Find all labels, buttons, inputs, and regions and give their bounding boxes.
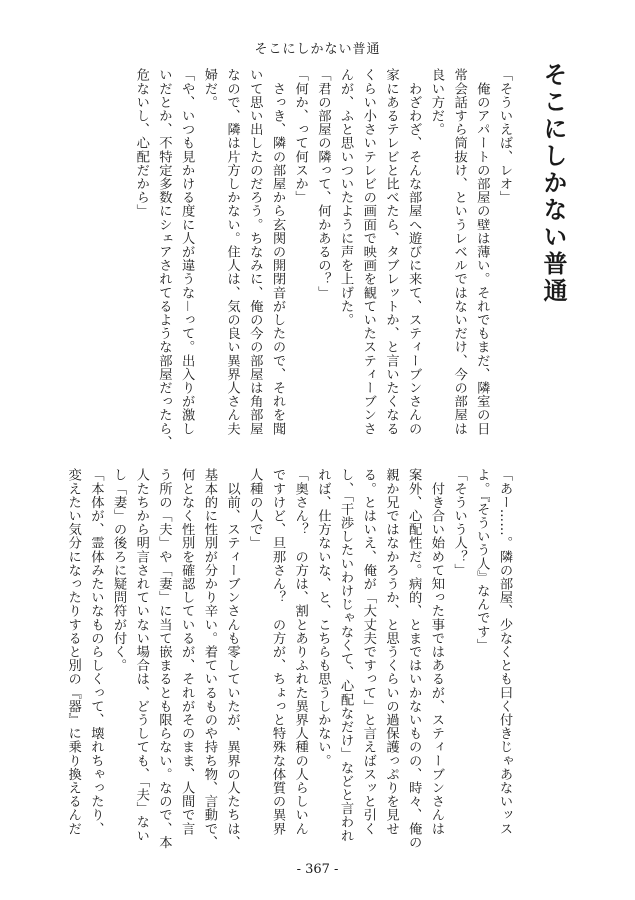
text-line: る。とはいえ、俺が「大丈夫ですって」と言えばスッと引く — [360, 468, 376, 836]
text-line: よ。『そういう人』なんです」 — [474, 468, 490, 652]
text-line: 常会話すら筒抜け、というレベルではないだけ、今の部屋は — [451, 68, 467, 436]
text-line: 人たちから明言されていない場合は、どうしても、「夫」ない — [133, 468, 149, 843]
text-line: 「あー……。隣の部屋、少なくとも曰く付きじゃあないッス — [497, 468, 512, 836]
text-line: 家にあるテレビと比べたら、タブレットか、と言いたくなる — [383, 68, 399, 436]
text-line: 人種の人で」 — [247, 468, 263, 550]
text-line: し「妻」の後ろに疑問符が付く。 — [111, 468, 127, 672]
text-line: 親か兄ではなかろうか、と思うくらいの過保護っぷりを見せ — [383, 468, 399, 836]
text-line: 「君の部屋の隣って、何かあるの？」 — [315, 68, 331, 300]
text-line: 案外、心配性だ。病的、とまではいかないものの、時々、俺の — [406, 468, 422, 849]
text-line: 「何か、って何スか」 — [292, 68, 308, 204]
text-line: 以前、スティーブンさんも零していたが、異界の人たちは、 — [224, 468, 240, 849]
text-line: なので、隣は片方しかない。住人は、気の良い異界人さん夫 — [224, 68, 240, 436]
text-line: 「そういう人？」 — [451, 468, 467, 577]
text-line: 「や、いつも見かける度に人が違うな－って。出入りが激し — [179, 68, 195, 436]
text-line: 良い方だ。 — [428, 68, 444, 136]
text-line: 「奥さん？ の方は、割とありふれた異界人種の人らしいん — [292, 468, 308, 836]
text-line: 変えたい気分になったりすると別の『器』に乗り換えるんだ — [65, 468, 81, 836]
page-number: - 367 - — [296, 862, 339, 877]
text-line: し、「干渉したいわけじゃなくて、心配なだけ」などと言われ — [338, 468, 354, 843]
text-line: わざわざ、そんな部屋へ遊びに来て、スティーブンさんの — [406, 68, 422, 436]
text-line: んが、ふと思いついたように声を上げた。 — [338, 68, 354, 327]
text-line: いだとか、不特定多数にシェアされてるような部屋だったら、 — [156, 68, 172, 449]
text-line: 基本的に性別が分かり辛い。着ているものや持ち物、言動で、 — [201, 468, 217, 849]
text-line: 「そういえば、レオ」 — [497, 68, 512, 204]
text-line: れば、仕方ないな、と、こちらも思うしかない。 — [315, 468, 331, 768]
text-line: いて思い出したのだろう。ちなみに、俺の今の部屋は角部屋 — [247, 68, 263, 436]
text-line: 何となく性別を確認しているが、それがそのまま、人間で言 — [179, 468, 195, 836]
text-line: 俺のアパートの部屋の壁は薄い。それでもまだ、隣室の日 — [474, 68, 490, 436]
text-line: 「本体が、霊体みたいなものらしくって、壊れちゃったり、 — [88, 468, 104, 836]
upper-text-column — [95, 68, 515, 448]
lower-text-column — [65, 468, 515, 849]
text-line: 危ないし、心配だから」 — [133, 68, 149, 218]
text-line: さっき、隣の部屋から玄関の開閉音がしたので、それを聞 — [269, 68, 285, 436]
text-line: 婦だ。 — [201, 68, 217, 109]
running-header: そこにしかない普通 — [254, 42, 381, 57]
text-line: ですけど、旦那さん？ の方が、ちょっと特殊な体質の異界 — [269, 468, 285, 836]
text-line: う所の「夫」や「妻」に当て嵌まるとも限らない。なので、本 — [156, 468, 172, 849]
text-line: 付き合い始めて知った事ではあるが、スティーブンさんは — [428, 468, 444, 836]
text-line: くらい小さいテレビの画面で映画を観ていたスティーブンさ — [360, 68, 376, 436]
story-title: そこにしかない普通 — [539, 62, 568, 305]
